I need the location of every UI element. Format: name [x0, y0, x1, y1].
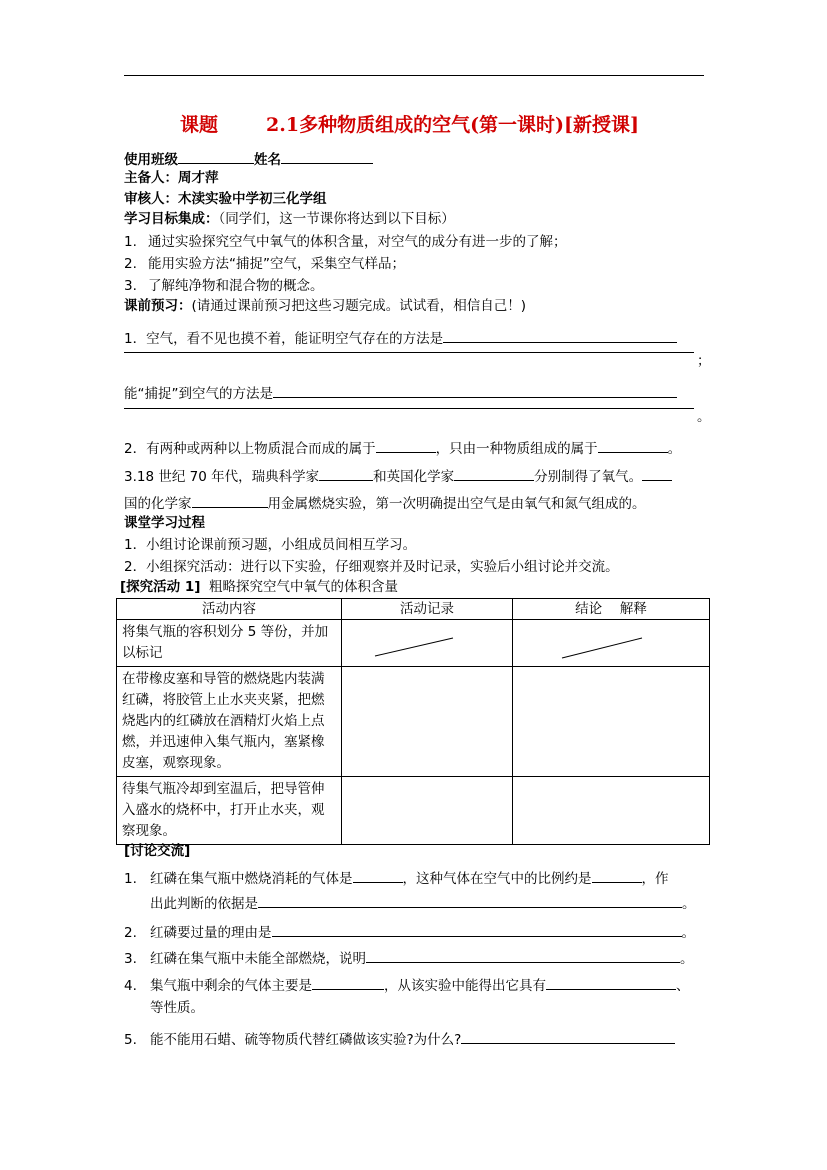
activity-table — [116, 598, 710, 845]
discussion-item: 2. 红磷要过量的理由是 。 — [124, 922, 695, 942]
preview-q1b: 能“捕捉”到空气的方法是 — [124, 383, 677, 403]
col-header: 活动记录 — [342, 599, 513, 620]
record-cell[interactable] — [342, 777, 513, 845]
q3-blank-2[interactable] — [454, 466, 534, 481]
goal-item: 2. 能用实验方法“捕捉”空气，采集空气样品； — [124, 256, 405, 272]
preview-heading: 课前预习：(请通过课前预习把这些习题完成。试试看，相信自己！) — [124, 298, 527, 314]
conclusion-cell[interactable] — [513, 667, 710, 777]
conclusion-cell[interactable] — [513, 620, 710, 667]
q3-blank-3[interactable] — [642, 466, 672, 481]
q3-blank-1[interactable] — [319, 466, 373, 481]
classroom-item: 2．小组探究活动：进行以下实验，仔细观察并及时记录，实验后小组讨论并交流。 — [124, 559, 619, 575]
d4-blank-1[interactable] — [312, 975, 384, 990]
table-row — [117, 620, 710, 667]
q1-blank[interactable] — [443, 328, 677, 343]
d1-blank-2[interactable] — [592, 868, 642, 883]
header-rule — [124, 75, 704, 76]
goal-item: 3. 了解纯净物和混合物的概念。 — [124, 278, 324, 294]
activity-heading: [探究活动 1] 粗略探究空气中氧气的体积含量 — [120, 579, 399, 595]
discussion-item: 5. 能不能用石蜡、硫等物质代替红磷做该实验?为什么? — [124, 1029, 675, 1049]
classroom-item: 1．小组讨论课前预习题，小组成员间相互学习。 — [124, 537, 417, 553]
preview-q2: 2．有两种或两种以上物质混合而成的属于 ，只由一种物质组成的属于 。 — [124, 438, 681, 458]
discussion-item-cont: 出此判断的依据是 。 — [150, 893, 696, 913]
preview-q3: 3.18 世纪 70 年代，瑞典科学家 和英国化学家 分别制得了氧气。 — [124, 466, 672, 486]
col-header: 结论 解释 — [513, 599, 710, 620]
discussion-item: 4. 集气瓶中剩余的气体主要是 ，从该实验中能得出它具有 、 — [124, 975, 690, 995]
goals-heading: 学习目标集成：（同学们，这一节课你将达到以下目标） — [124, 211, 455, 227]
d3-blank[interactable] — [366, 948, 680, 963]
goal-item: 1. 通过实验探究空气中氧气的体积含量，对空气的成分有进一步的了解； — [124, 234, 567, 250]
row-content: 待集气瓶冷却到室温后，把导管伸入盛水的烧杯中，打开止水夹，观察现象。 — [117, 777, 342, 845]
d1-blank-3[interactable] — [258, 893, 682, 908]
table-header-row — [117, 599, 710, 620]
q1-blank-line[interactable] — [124, 352, 694, 353]
table-row — [117, 777, 710, 845]
record-cell[interactable] — [342, 620, 513, 667]
table-row — [117, 667, 710, 777]
author-line: 主备人：周才萍 — [124, 170, 219, 186]
preview-q1: 1．空气，看不见也摸不着，能证明空气存在的方法是 — [124, 328, 677, 348]
discussion-item: 3. 红磷在集气瓶中未能全部燃烧，说明 。 — [124, 948, 694, 968]
q1b-blank[interactable] — [273, 383, 677, 398]
q2-blank-2[interactable] — [598, 438, 668, 453]
page-title: 课题 2.1多种物质组成的空气(第一课时)[新授课] — [180, 114, 640, 136]
q1b-blank-line[interactable] — [124, 408, 694, 409]
classroom-heading: 课堂学习过程 — [124, 515, 205, 531]
row-content: 将集气瓶的容积划分 5 等份，并加以标记 — [117, 620, 342, 667]
preview-q3-cont: 国的化学家 用金属燃烧实验，第一次明确提出空气是由氧气和氮气组成的。 — [124, 493, 646, 513]
class-blank[interactable] — [178, 149, 254, 164]
q3-blank-4[interactable] — [192, 493, 268, 508]
q1-end: ； — [697, 353, 711, 369]
discussion-heading: [讨论交流] — [124, 843, 191, 859]
class-name-line: 使用班级 姓名 — [124, 149, 373, 169]
discussion-item-cont: 等性质。 — [150, 1000, 204, 1016]
d5-blank[interactable] — [461, 1029, 675, 1044]
record-cell[interactable] — [342, 667, 513, 777]
name-blank[interactable] — [281, 149, 373, 164]
d2-blank[interactable] — [272, 922, 682, 937]
conclusion-cell[interactable] — [513, 777, 710, 845]
d4-blank-2[interactable] — [546, 975, 676, 990]
row-content: 在带橡皮塞和导管的燃烧匙内装满红磷，将胶管上止水夹夹紧，把燃烧匙内的红磷放在酒精灯火焰上点燃，并迅速伸入集气瓶内，塞紧橡皮塞，观察现象。 — [117, 667, 342, 777]
reviewer-line: 审核人：木渎实验中学初三化学组 — [124, 191, 327, 207]
d1-blank-1[interactable] — [353, 868, 403, 883]
q1b-end: 。 — [697, 409, 711, 425]
col-header: 活动内容 — [117, 599, 342, 620]
q2-blank-1[interactable] — [376, 438, 436, 453]
discussion-item: 1. 红磷在集气瓶中燃烧消耗的气体是 ，这种气体在空气中的比例约是 ，作 — [124, 868, 669, 888]
